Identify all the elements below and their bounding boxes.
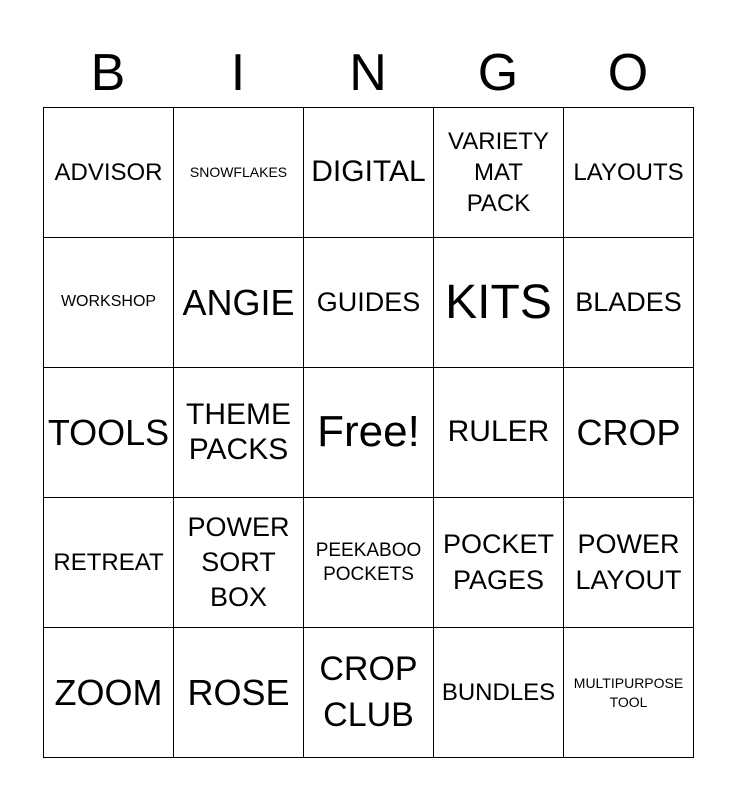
bingo-cell-label: GUIDES (316, 286, 421, 317)
bingo-cell-label: POWER LAYOUT (575, 529, 682, 595)
bingo-cell-label: CROP (576, 411, 681, 453)
bingo-cell[interactable] (174, 238, 304, 368)
bingo-cell[interactable] (174, 368, 304, 498)
bingo-cell[interactable] (174, 628, 304, 758)
header-letter-b: B (90, 44, 126, 102)
bingo-card-grid (43, 107, 694, 758)
bingo-cell-label: KITS (445, 275, 552, 329)
bingo-cell-label: ZOOM (54, 671, 163, 713)
bingo-cell-label: PEEKABOO POCKETS (315, 539, 422, 585)
bingo-cell-label: CROP CLUB (319, 649, 418, 734)
bingo-cell-label: WORKSHOP (60, 293, 157, 311)
bingo-cell-label: ANGIE (182, 281, 295, 323)
bingo-cell[interactable] (434, 368, 564, 498)
bingo-cell-label: RULER (447, 415, 550, 449)
bingo-cell[interactable] (564, 108, 694, 238)
bingo-cell[interactable] (564, 238, 694, 368)
bingo-cell-label: SNOWFLAKES (189, 164, 288, 181)
bingo-cell[interactable] (174, 498, 304, 628)
bingo-cell-label: BLADES (575, 286, 682, 317)
bingo-cell[interactable] (564, 368, 694, 498)
bingo-header (43, 40, 693, 106)
bingo-cell[interactable] (44, 368, 174, 498)
bingo-cell[interactable] (44, 628, 174, 758)
bingo-cell[interactable] (434, 238, 564, 368)
bingo-cell[interactable] (564, 628, 694, 758)
bingo-cell[interactable] (44, 498, 174, 628)
bingo-cell[interactable] (304, 498, 434, 628)
bingo-cell-label: BUNDLES (441, 678, 556, 706)
bingo-cell-label: POCKET PAGES (442, 529, 555, 595)
bingo-cell-label: POWER SORT BOX (187, 511, 290, 613)
header-letter-g: G (477, 44, 519, 102)
header-letter-o: O (607, 44, 649, 102)
bingo-cell[interactable] (304, 628, 434, 758)
bingo-cell-label: THEME PACKS (186, 398, 291, 466)
bingo-cell[interactable] (434, 498, 564, 628)
bingo-cell-label: RETREAT (53, 548, 164, 576)
bingo-cell[interactable] (44, 108, 174, 238)
bingo-cell-label: MULTIPURPOSE TOOL (573, 675, 684, 710)
bingo-cell-label: VARIETY MAT PACK (448, 127, 549, 218)
bingo-cell[interactable] (434, 628, 564, 758)
bingo-cell-label: ADVISOR (54, 158, 163, 186)
bingo-cell-label: ROSE (187, 671, 290, 713)
free-space-label: Free! (317, 407, 420, 457)
bingo-cell-label: DIGITAL (311, 155, 426, 189)
bingo-cell[interactable] (44, 238, 174, 368)
free-space-cell[interactable] (304, 368, 434, 498)
bingo-cell-label: TOOLS (47, 411, 170, 453)
bingo-cell[interactable] (304, 238, 434, 368)
bingo-cell[interactable] (174, 108, 304, 238)
bingo-cell-label: LAYOUTS (573, 158, 684, 186)
bingo-cell[interactable] (434, 108, 564, 238)
header-letter-i: I (230, 44, 246, 102)
bingo-cell[interactable] (304, 108, 434, 238)
bingo-cell[interactable] (564, 498, 694, 628)
header-letter-n: N (349, 44, 387, 102)
